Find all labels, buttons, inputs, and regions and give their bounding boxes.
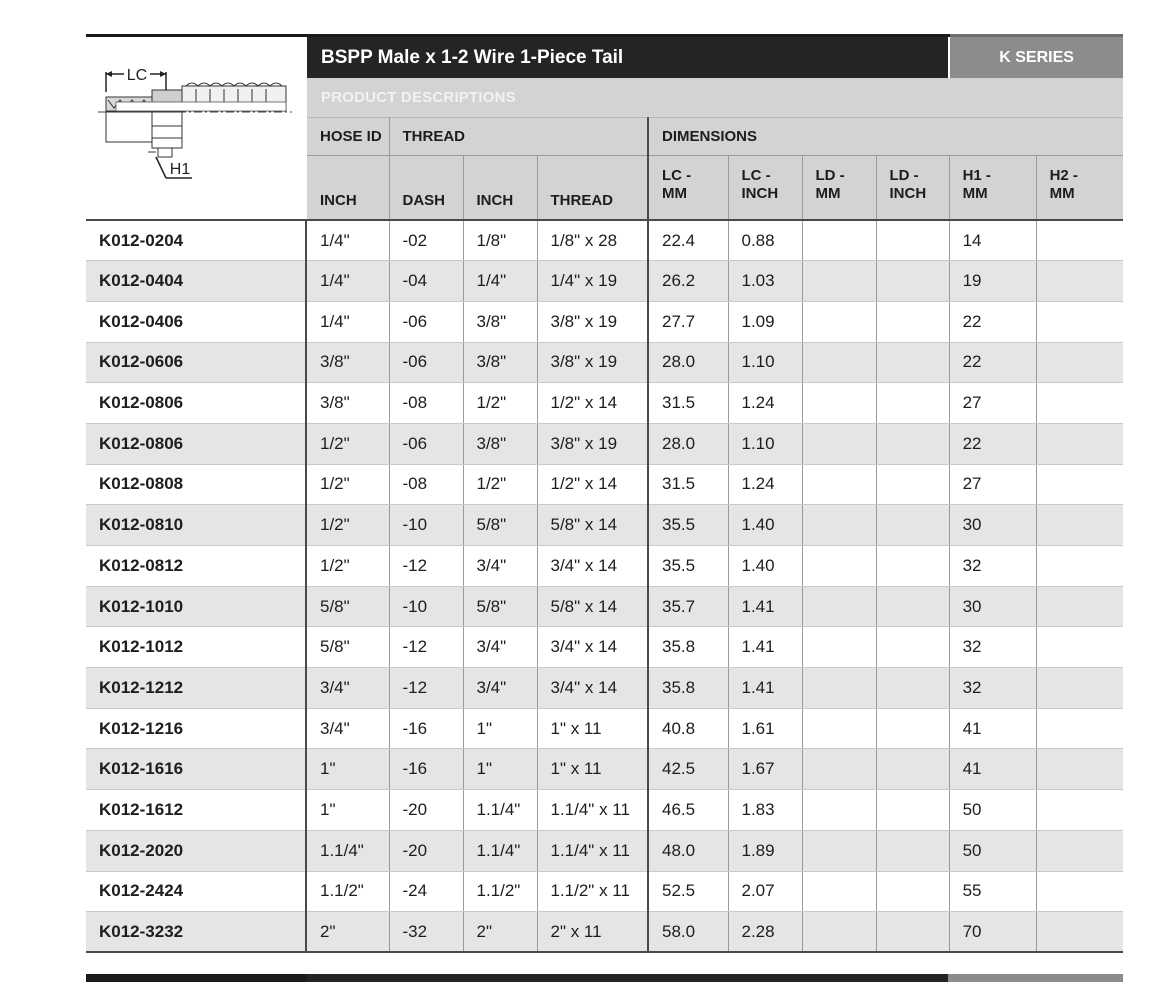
thread-cell: 3/8" x 19 [537, 301, 648, 342]
h2-mm-cell [1036, 546, 1123, 587]
ld-mm-cell [802, 464, 876, 505]
thread-cell: 5/8" x 14 [537, 505, 648, 546]
col-ld-mm: LD - MM [802, 156, 876, 221]
ld-inch-cell [876, 464, 949, 505]
h2-mm-cell [1036, 301, 1123, 342]
part-number-cell: K012-1012 [86, 627, 306, 668]
h2-mm-cell [1036, 586, 1123, 627]
dash-cell: -10 [389, 586, 463, 627]
lc-mm-cell: 31.5 [648, 383, 728, 424]
thread-cell: 3/4" x 14 [537, 546, 648, 587]
lc-inch-cell: 1.61 [728, 708, 802, 749]
lc-label: LC [126, 66, 148, 84]
table-body [86, 220, 1123, 952]
ld-mm-cell [802, 423, 876, 464]
thread-cell: 1" x 11 [537, 708, 648, 749]
hose-inch-cell: 1/4" [306, 220, 389, 261]
part-number-cell: K012-0404 [86, 261, 306, 302]
table-row [86, 342, 1123, 383]
dash-cell: -06 [389, 342, 463, 383]
lc-inch-cell: 1.24 [728, 383, 802, 424]
h2-mm-cell [1036, 383, 1123, 424]
lc-mm-cell: 26.2 [648, 261, 728, 302]
ld-mm-cell [802, 546, 876, 587]
part-number-cell: K012-1216 [86, 708, 306, 749]
ld-mm-cell [802, 830, 876, 871]
thread-inch-cell: 3/4" [463, 627, 537, 668]
thread-inch-cell: 1/8" [463, 220, 537, 261]
h1-mm-cell: 14 [949, 220, 1036, 261]
ld-inch-cell [876, 749, 949, 790]
table-row [86, 586, 1123, 627]
dash-cell: -08 [389, 383, 463, 424]
h1-mm-cell: 55 [949, 871, 1036, 912]
h1-mm-cell: 32 [949, 668, 1036, 709]
part-number-cell: K012-0812 [86, 546, 306, 587]
lc-inch-cell: 1.24 [728, 464, 802, 505]
table-row [86, 220, 1123, 261]
dash-cell: -04 [389, 261, 463, 302]
thread-cell: 3/8" x 19 [537, 423, 648, 464]
product-title: BSPP Male x 1-2 Wire 1-Piece Tail [306, 36, 949, 79]
h2-mm-cell [1036, 912, 1123, 953]
lc-inch-cell: 1.67 [728, 749, 802, 790]
thread-cell: 3/4" x 14 [537, 668, 648, 709]
ld-inch-cell [876, 220, 949, 261]
series-badge: K SERIES [949, 36, 1123, 79]
thread-cell: 1.1/2" x 11 [537, 871, 648, 912]
h2-mm-cell [1036, 749, 1123, 790]
ld-inch-cell [876, 668, 949, 709]
part-number-cell: K012-0806 [86, 423, 306, 464]
hose-inch-cell: 1/4" [306, 301, 389, 342]
ld-mm-cell [802, 301, 876, 342]
h2-mm-cell [1036, 261, 1123, 302]
h2-mm-cell [1036, 830, 1123, 871]
thread-inch-cell: 1" [463, 708, 537, 749]
table-row [86, 464, 1123, 505]
dash-cell: -24 [389, 871, 463, 912]
dash-cell: -20 [389, 790, 463, 831]
col-hose-inch: INCH [306, 156, 389, 221]
lc-inch-cell: 1.89 [728, 830, 802, 871]
group-dimensions: DIMENSIONS [648, 118, 1123, 156]
lc-inch-cell: 1.41 [728, 586, 802, 627]
lc-mm-cell: 48.0 [648, 830, 728, 871]
h1-mm-cell: 27 [949, 383, 1036, 424]
dash-cell: -06 [389, 301, 463, 342]
ld-mm-cell [802, 871, 876, 912]
ld-mm-cell [802, 383, 876, 424]
dash-cell: -32 [389, 912, 463, 953]
h1-mm-cell: 22 [949, 301, 1036, 342]
hose-inch-cell: 1/2" [306, 546, 389, 587]
dash-cell: -16 [389, 749, 463, 790]
thread-cell: 3/4" x 14 [537, 627, 648, 668]
part-number-cell: K012-0204 [86, 220, 306, 261]
hose-inch-cell: 1/4" [306, 261, 389, 302]
lc-inch-cell: 0.88 [728, 220, 802, 261]
hose-inch-cell: 3/4" [306, 708, 389, 749]
dash-cell: -12 [389, 627, 463, 668]
ld-mm-cell [802, 749, 876, 790]
h2-mm-cell [1036, 871, 1123, 912]
footer-bar-left [86, 974, 306, 982]
lc-inch-cell: 2.07 [728, 871, 802, 912]
lc-mm-cell: 28.0 [648, 342, 728, 383]
lc-mm-cell: 35.7 [648, 586, 728, 627]
part-number-cell: K012-2020 [86, 830, 306, 871]
h1-mm-cell: 50 [949, 830, 1036, 871]
hose-inch-cell: 1/2" [306, 505, 389, 546]
ld-mm-cell [802, 261, 876, 302]
footer-bar-right [948, 974, 1123, 982]
ld-mm-cell [802, 627, 876, 668]
h1-mm-cell: 30 [949, 505, 1036, 546]
hose-inch-cell: 1" [306, 790, 389, 831]
part-number-cell: K012-1010 [86, 586, 306, 627]
h2-mm-cell [1036, 790, 1123, 831]
h2-mm-cell [1036, 505, 1123, 546]
ld-inch-cell [876, 261, 949, 302]
hose-inch-cell: 1.1/2" [306, 871, 389, 912]
lc-mm-cell: 27.7 [648, 301, 728, 342]
dash-cell: -06 [389, 423, 463, 464]
part-number-cell: K012-0406 [86, 301, 306, 342]
table-row [86, 708, 1123, 749]
footer-bar-middle [306, 974, 948, 982]
ld-mm-cell [802, 790, 876, 831]
lc-inch-cell: 1.40 [728, 546, 802, 587]
product-table [86, 34, 1123, 953]
thread-inch-cell: 1/4" [463, 261, 537, 302]
ld-inch-cell [876, 423, 949, 464]
table-row [86, 749, 1123, 790]
col-lc-inch: LC - INCH [728, 156, 802, 221]
hose-inch-cell: 3/4" [306, 668, 389, 709]
ld-inch-cell [876, 708, 949, 749]
part-number-cell: K012-2424 [86, 871, 306, 912]
lc-inch-cell: 1.83 [728, 790, 802, 831]
lc-mm-cell: 58.0 [648, 912, 728, 953]
lc-inch-cell: 1.40 [728, 505, 802, 546]
part-number-cell: K012-0810 [86, 505, 306, 546]
thread-cell: 1/2" x 14 [537, 383, 648, 424]
lc-mm-cell: 28.0 [648, 423, 728, 464]
ld-inch-cell [876, 830, 949, 871]
thread-inch-cell: 3/4" [463, 668, 537, 709]
h1-mm-cell: 41 [949, 708, 1036, 749]
thread-cell: 1.1/4" x 11 [537, 790, 648, 831]
col-thread-inch: INCH [463, 156, 537, 221]
col-lc-mm: LC - MM [648, 156, 728, 221]
dash-cell: -12 [389, 546, 463, 587]
h2-mm-cell [1036, 708, 1123, 749]
part-number-cell: K012-0808 [86, 464, 306, 505]
thread-inch-cell: 5/8" [463, 586, 537, 627]
ld-mm-cell [802, 505, 876, 546]
col-dash: DASH [389, 156, 463, 221]
table-row [86, 627, 1123, 668]
lc-inch-cell: 1.41 [728, 668, 802, 709]
h1-mm-cell: 41 [949, 749, 1036, 790]
table-row [86, 505, 1123, 546]
ld-inch-cell [876, 790, 949, 831]
table-row [86, 830, 1123, 871]
thread-inch-cell: 3/8" [463, 342, 537, 383]
ld-inch-cell [876, 383, 949, 424]
table-row [86, 301, 1123, 342]
thread-inch-cell: 3/4" [463, 546, 537, 587]
lc-mm-cell: 52.5 [648, 871, 728, 912]
part-number-cell: K012-1212 [86, 668, 306, 709]
thread-inch-cell: 5/8" [463, 505, 537, 546]
h2-mm-cell [1036, 464, 1123, 505]
table-row [86, 668, 1123, 709]
thread-inch-cell: 1" [463, 749, 537, 790]
thread-cell: 1/2" x 14 [537, 464, 648, 505]
h1-mm-cell: 19 [949, 261, 1036, 302]
part-number-cell: K012-1612 [86, 790, 306, 831]
lc-inch-cell: 2.28 [728, 912, 802, 953]
thread-cell: 1" x 11 [537, 749, 648, 790]
lc-mm-cell: 31.5 [648, 464, 728, 505]
dash-cell: -02 [389, 220, 463, 261]
h1-mm-cell: 22 [949, 342, 1036, 383]
thread-cell: 1/4" x 19 [537, 261, 648, 302]
table-row [86, 423, 1123, 464]
h2-mm-cell [1036, 423, 1123, 464]
h2-mm-cell [1036, 627, 1123, 668]
thread-cell: 1.1/4" x 11 [537, 830, 648, 871]
thread-inch-cell: 1.1/2" [463, 871, 537, 912]
dash-cell: -16 [389, 708, 463, 749]
lc-mm-cell: 46.5 [648, 790, 728, 831]
thread-inch-cell: 3/8" [463, 301, 537, 342]
hose-inch-cell: 5/8" [306, 627, 389, 668]
thread-inch-cell: 1.1/4" [463, 790, 537, 831]
col-ld-inch: LD - INCH [876, 156, 949, 221]
table-row [86, 383, 1123, 424]
hose-inch-cell: 1.1/4" [306, 830, 389, 871]
group-thread: THREAD [389, 118, 648, 156]
dash-cell: -08 [389, 464, 463, 505]
col-h1-mm: H1 - MM [949, 156, 1036, 221]
thread-cell: 2" x 11 [537, 912, 648, 953]
part-number-cell: K012-0806 [86, 383, 306, 424]
ld-mm-cell [802, 912, 876, 953]
lc-mm-cell: 40.8 [648, 708, 728, 749]
hose-inch-cell: 3/8" [306, 383, 389, 424]
lc-mm-cell: 22.4 [648, 220, 728, 261]
h2-mm-cell [1036, 342, 1123, 383]
ld-mm-cell [802, 668, 876, 709]
hose-inch-cell: 1/2" [306, 423, 389, 464]
ld-inch-cell [876, 871, 949, 912]
col-h2-mm: H2 - MM [1036, 156, 1123, 221]
thread-cell: 3/8" x 19 [537, 342, 648, 383]
lc-inch-cell: 1.03 [728, 261, 802, 302]
ld-inch-cell [876, 586, 949, 627]
lc-mm-cell: 35.8 [648, 668, 728, 709]
part-number-cell: K012-3232 [86, 912, 306, 953]
h1-label: H1 [169, 160, 191, 178]
ld-inch-cell [876, 301, 949, 342]
table-row [86, 546, 1123, 587]
ld-inch-cell [876, 342, 949, 383]
lc-mm-cell: 35.5 [648, 505, 728, 546]
lc-inch-cell: 1.10 [728, 423, 802, 464]
h2-mm-cell [1036, 220, 1123, 261]
hose-inch-cell: 5/8" [306, 586, 389, 627]
product-table-sheet [86, 34, 1123, 953]
h1-mm-cell: 32 [949, 546, 1036, 587]
hose-inch-cell: 1/2" [306, 464, 389, 505]
fitting-diagram [86, 36, 306, 221]
ld-inch-cell [876, 546, 949, 587]
next-section-header-bar [86, 974, 1123, 982]
thread-inch-cell: 1/2" [463, 464, 537, 505]
table-row [86, 261, 1123, 302]
ld-inch-cell [876, 912, 949, 953]
group-hose-id: HOSE ID [306, 118, 389, 156]
thread-cell: 1/8" x 28 [537, 220, 648, 261]
h1-mm-cell: 27 [949, 464, 1036, 505]
thread-cell: 5/8" x 14 [537, 586, 648, 627]
hose-inch-cell: 3/8" [306, 342, 389, 383]
hose-inch-cell: 1" [306, 749, 389, 790]
h1-mm-cell: 30 [949, 586, 1036, 627]
h1-mm-cell: 32 [949, 627, 1036, 668]
thread-inch-cell: 1.1/4" [463, 830, 537, 871]
ld-mm-cell [802, 586, 876, 627]
dash-cell: -10 [389, 505, 463, 546]
ld-mm-cell [802, 708, 876, 749]
ld-inch-cell [876, 627, 949, 668]
lc-mm-cell: 42.5 [648, 749, 728, 790]
lc-inch-cell: 1.10 [728, 342, 802, 383]
ld-inch-cell [876, 505, 949, 546]
table-row [86, 790, 1123, 831]
fitting-drawing [86, 42, 304, 210]
lc-mm-cell: 35.8 [648, 627, 728, 668]
part-number-cell: K012-0606 [86, 342, 306, 383]
part-number-cell: K012-1616 [86, 749, 306, 790]
thread-inch-cell: 1/2" [463, 383, 537, 424]
h1-mm-cell: 50 [949, 790, 1036, 831]
h1-mm-cell: 22 [949, 423, 1036, 464]
product-descriptions-label: PRODUCT DESCRIPTIONS [306, 78, 1123, 118]
dash-cell: -20 [389, 830, 463, 871]
lc-inch-cell: 1.09 [728, 301, 802, 342]
ld-mm-cell [802, 220, 876, 261]
dash-cell: -12 [389, 668, 463, 709]
table-row [86, 871, 1123, 912]
h1-mm-cell: 70 [949, 912, 1036, 953]
hose-inch-cell: 2" [306, 912, 389, 953]
thread-inch-cell: 3/8" [463, 423, 537, 464]
h2-mm-cell [1036, 668, 1123, 709]
thread-inch-cell: 2" [463, 912, 537, 953]
lc-inch-cell: 1.41 [728, 627, 802, 668]
lc-mm-cell: 35.5 [648, 546, 728, 587]
table-row [86, 912, 1123, 953]
col-thread: THREAD [537, 156, 648, 221]
ld-mm-cell [802, 342, 876, 383]
